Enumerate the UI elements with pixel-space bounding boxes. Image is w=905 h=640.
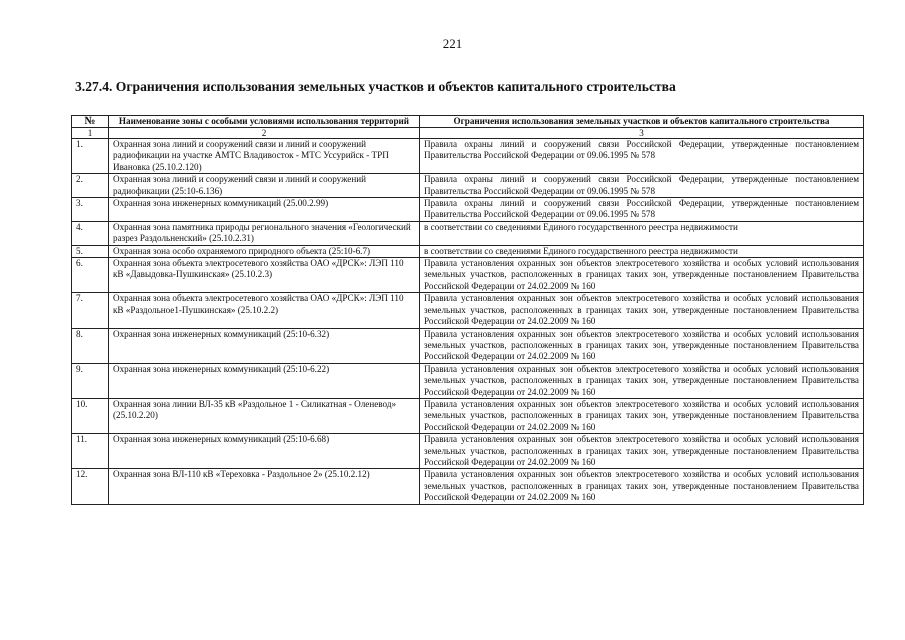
table-row bbox=[72, 328, 864, 363]
zone-name-cell: Охранная зона инженерных коммуникаций (25:10-6.68) bbox=[109, 434, 420, 469]
table-header-row bbox=[72, 116, 864, 128]
zone-name-cell: Охранная зона линий и сооружений связи и линий и сооружений радиофикации (25:10-6.136) bbox=[109, 174, 420, 198]
column-index: 3 bbox=[420, 128, 864, 139]
zone-name-cell: Охранная зона инженерных коммуникаций (25.00.2.99) bbox=[109, 198, 420, 222]
restriction-cell: Правила установления охранных зон объектов электросетевого хозяйства и особых условий использования земельных участков, расположенных в границах таких зон, утвержденные постановлением Правительства Российской Федерации от 24.02.2009 № 160 bbox=[420, 469, 864, 504]
zone-name-cell: Охранная зона памятника природы регионального значения «Геологический разрез Раздольненский» (25.10.2.31) bbox=[109, 221, 420, 245]
restriction-cell: Правила установления охранных зон объектов электросетевого хозяйства и особых условий использования земельных участков, расположенных в границах таких зон, утвержденные постановлением Правительства Российской Федерации от 24.02.2009 № 160 bbox=[420, 258, 864, 293]
restriction-cell: Правила установления охранных зон объектов электросетевого хозяйства и особых условий использования земельных участков, расположенных в границах таких зон, утвержденные постановлением Правительства Российской Федерации от 24.02.2009 № 160 bbox=[420, 293, 864, 328]
row-number: 5. bbox=[72, 245, 109, 257]
row-number: 12. bbox=[72, 469, 109, 504]
column-index: 2 bbox=[109, 128, 420, 139]
restriction-cell: Правила установления охранных зон объектов электросетевого хозяйства и особых условий использования земельных участков, расположенных в границах таких зон, утвержденные постановлением Правительства Российской Федерации от 24.02.2009 № 160 bbox=[420, 434, 864, 469]
restriction-cell: Правила установления охранных зон объектов электросетевого хозяйства и особых условий использования земельных участков, расположенных в границах таких зон, утвержденные постановлением Правительства Российской Федерации от 24.02.2009 № 160 bbox=[420, 398, 864, 433]
zone-name-cell: Охранная зона особо охраняемого природного объекта (25:10-6.7) bbox=[109, 245, 420, 257]
row-number: 2. bbox=[72, 174, 109, 198]
page-number: 221 bbox=[442, 36, 463, 51]
table-row bbox=[72, 434, 864, 469]
restriction-cell: Правила охраны линий и сооружений связи Российской Федерации, утвержденные постановлением Правительства Российской Федерации от 09.06.1995 № 578 bbox=[420, 198, 864, 222]
zone-name-cell: Охранная зона ВЛ-110 кВ «Тереховка - Раздольное 2» (25.10.2.12) bbox=[109, 469, 420, 504]
header-number: № bbox=[72, 116, 109, 128]
row-number: 11. bbox=[72, 434, 109, 469]
restriction-cell: в соответствии со сведениями Единого государственного реестра недвижимости bbox=[420, 245, 864, 257]
table-row bbox=[72, 245, 864, 257]
table-row bbox=[72, 398, 864, 433]
table-row bbox=[72, 221, 864, 245]
header-restrictions: Ограничения использования земельных участков и объектов капитального строительства bbox=[420, 116, 864, 128]
restriction-cell: Правила установления охранных зон объектов электросетевого хозяйства и особых условий использования земельных участков, расположенных в границах таких зон, утвержденные постановлением Правительства Российской Федерации от 24.02.2009 № 160 bbox=[420, 328, 864, 363]
row-number: 3. bbox=[72, 198, 109, 222]
table-row bbox=[72, 293, 864, 328]
table-row bbox=[72, 139, 864, 174]
restriction-cell: в соответствии со сведениями Единого государственного реестра недвижимости bbox=[420, 221, 864, 245]
table-row bbox=[72, 258, 864, 293]
zone-name-cell: Охранная зона объекта электросетевого хозяйства ОАО «ДРСК»: ЛЭП 110 кВ «Раздольное1-Пушкинская» (25.10.2.2) bbox=[109, 293, 420, 328]
table-row bbox=[72, 174, 864, 198]
header-zone-name: Наименование зоны с особыми условиями использования территорий bbox=[109, 116, 420, 128]
section-title: 3.27.4. Ограничения использования земельных участков и объектов капитального строительства bbox=[75, 79, 676, 94]
zone-name-cell: Охранная зона линии ВЛ-35 кВ «Раздольное 1 - Силикатная - Оленевод» (25.10.2.20) bbox=[109, 398, 420, 433]
row-number: 4. bbox=[72, 221, 109, 245]
row-number: 7. bbox=[72, 293, 109, 328]
table-row bbox=[72, 198, 864, 222]
column-index-row bbox=[72, 128, 864, 139]
row-number: 1. bbox=[72, 139, 109, 174]
zone-name-cell: Охранная зона инженерных коммуникаций (25:10-6.22) bbox=[109, 363, 420, 398]
column-index: 1 bbox=[72, 128, 109, 139]
zone-name-cell: Охранная зона инженерных коммуникаций (25:10-6.32) bbox=[109, 328, 420, 363]
zone-name-cell: Охранная зона линий и сооружений связи и линий и сооружений радиофикации на участке АМТС Владивосток - МТС Уссурийск - ТРП Ивановка (25.10.2.120) bbox=[109, 139, 420, 174]
row-number: 8. bbox=[72, 328, 109, 363]
row-number: 6. bbox=[72, 258, 109, 293]
row-number: 10. bbox=[72, 398, 109, 433]
restriction-cell: Правила установления охранных зон объектов электросетевого хозяйства и особых условий использования земельных участков, расположенных в границах таких зон, утвержденные постановлением Правительства Российской Федерации от 24.02.2009 № 160 bbox=[420, 363, 864, 398]
zone-name-cell: Охранная зона объекта электросетевого хозяйства ОАО «ДРСК»: ЛЭП 110 кВ «Давыдовка-Пушкинская» (25.10.2.3) bbox=[109, 258, 420, 293]
restriction-cell: Правила охраны линий и сооружений связи Российской Федерации, утвержденные постановлением Правительства Российской Федерации от 09.06.1995 № 578 bbox=[420, 139, 864, 174]
zones-table bbox=[71, 115, 864, 505]
table-row bbox=[72, 469, 864, 504]
row-number: 9. bbox=[72, 363, 109, 398]
table-row bbox=[72, 363, 864, 398]
restriction-cell: Правила охраны линий и сооружений связи Российской Федерации, утвержденные постановлением Правительства Российской Федерации от 09.06.1995 № 578 bbox=[420, 174, 864, 198]
